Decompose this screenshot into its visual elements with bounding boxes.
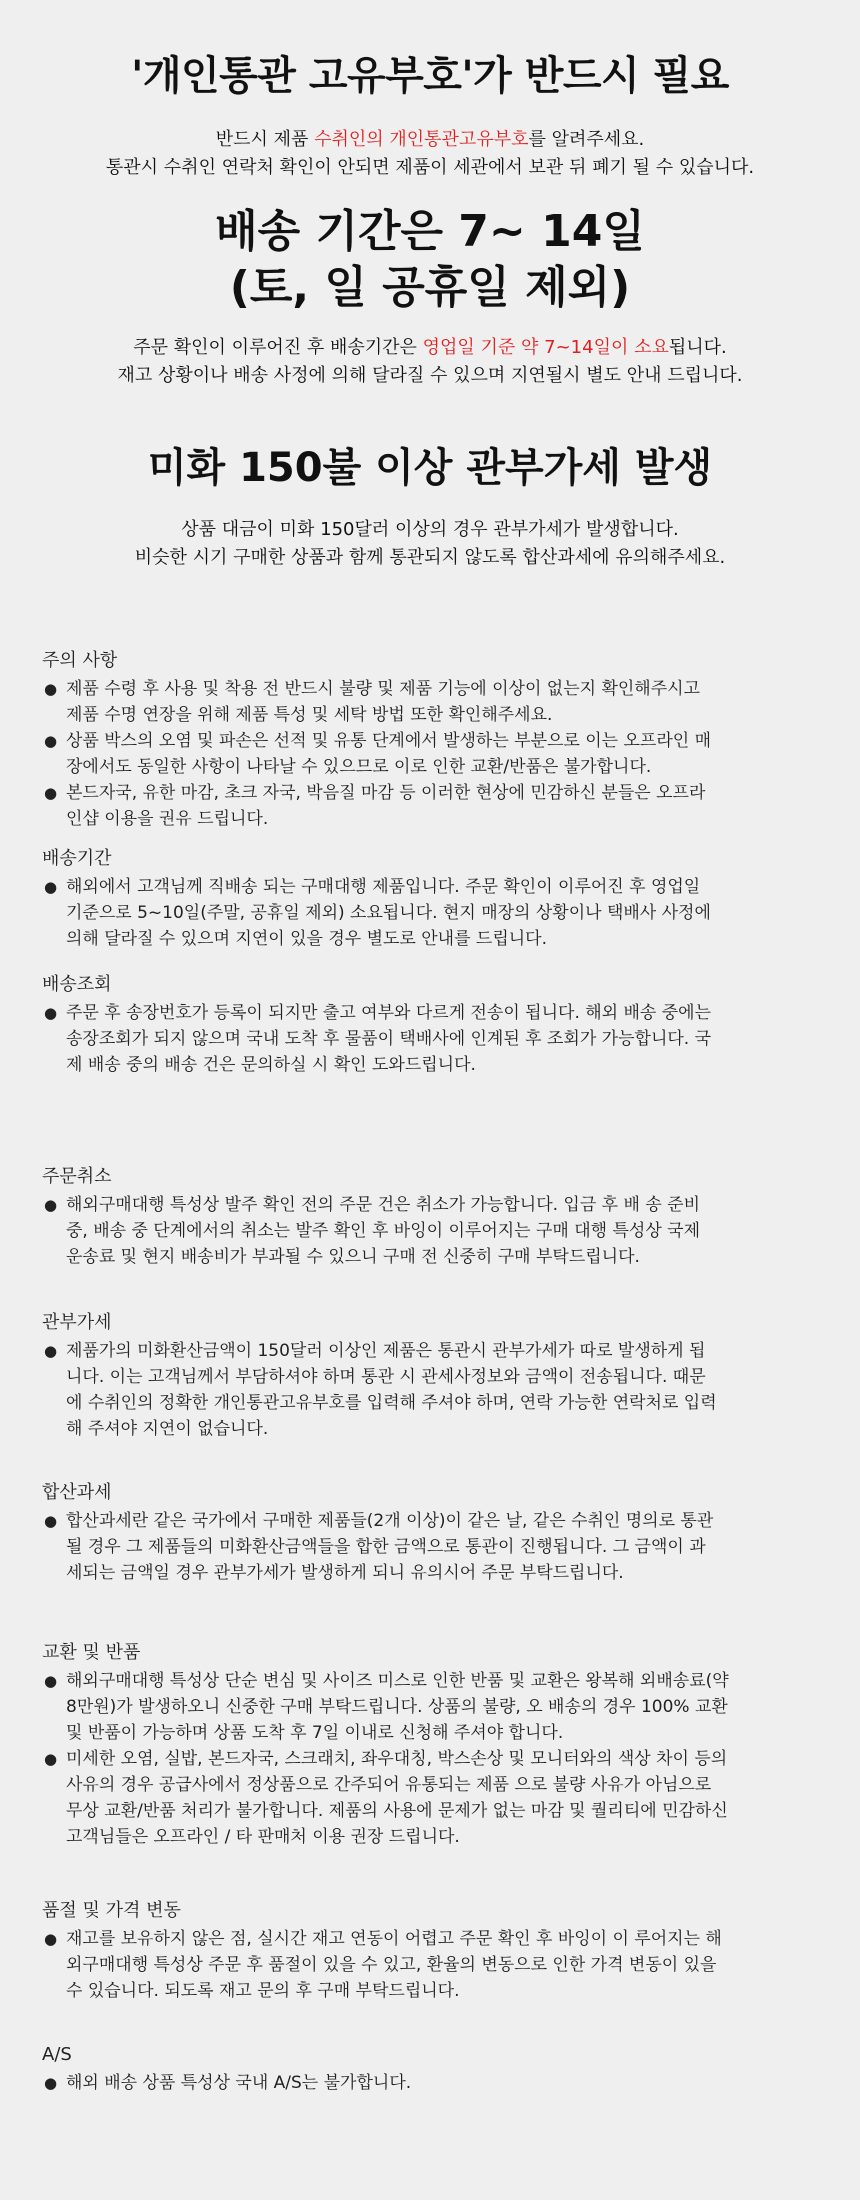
shipping-period-highlight: 영업일 기준 약 7~14일이 소요 [422,337,669,358]
bullet-line: 사유의 경우 공급사에서 정상품으로 간주되어 유통되는 제품 으로 불량 사유가 아님으로 [66,1775,712,1795]
bullet-item [42,676,822,728]
section-title: 배송기간 [42,848,112,869]
bullet-line: 제품 수명 연장을 위해 제품 특성 및 세탁 방법 또한 확인해주세요. [66,705,553,725]
policy-section [42,1640,822,1850]
section-title: A/S [42,2044,72,2065]
bullet-line: 미세한 오염, 실밥, 본드자국, 스크래치, 좌우대칭, 박스손상 및 모니터와의 색상 차이 등의 [66,1749,728,1769]
bullet-line: 8만원)가 발생하오니 신중한 구매 부탁드립니다. 상품의 불량, 오 배송의 경우 100% 교환 [66,1697,728,1717]
customs-code-highlight: 수취인의 개인통관고유부호 [314,129,529,150]
section-title: 교환 및 반품 [42,1642,141,1663]
bullet-item [42,780,822,832]
policy-section [42,1898,822,2004]
policy-section [42,1310,822,1442]
bullet-line: 해외구매대행 특성상 발주 확인 전의 주문 건은 취소가 가능합니다. 입금 후 배 송 준비 [66,1195,701,1215]
bullet-item [42,1192,822,1270]
bullet-line: 해외구매대행 특성상 단순 변심 및 사이즈 미스로 인한 반품 및 교환은 왕복해 외배송료(약 [66,1671,729,1691]
bullet-line: 무상 교환/반품 처리가 불가합니다. 제품의 사용에 문제가 없는 마감 및 퀄리티에 민감하신 [66,1801,728,1821]
bullet-list [42,1192,822,1270]
section-title: 관부가세 [42,1312,112,1333]
bullet-line: 운송료 및 현지 배송비가 부과될 수 있으니 구매 전 신중히 구매 부탁드립니다. [66,1247,640,1267]
bullet-item [42,2070,822,2096]
section-title: 품절 및 가격 변동 [42,1900,181,1921]
bullet-line: 외구매대행 특성상 주문 후 품절이 있을 수 있고, 환율의 변동으로 인한 가격 변동이 있을 [66,1955,717,1975]
bullet-item [42,1508,822,1586]
customs-code-line2: 통관시 수취인 연락처 확인이 안되면 제품이 세관에서 보관 뒤 폐기 될 수 있습니다. [105,157,755,178]
bullet-line: 해외에서 고객님께 직배송 되는 구매대행 제품입니다. 주문 확인이 이루어진 후 영업일 [66,877,701,897]
bullet-line: 의해 달라질 수 있으며 지연이 있을 경우 별도로 안내를 드립니다. [66,929,548,949]
bullet-line: 제 배송 중의 배송 건은 문의하실 시 확인 도와드립니다. [66,1055,476,1075]
bullet-dot-icon: ● [44,1004,58,1022]
shipping-period-line1: 주문 확인이 이루어진 후 배송기간은 영업일 기준 약 7~14일이 소요됩니다. [133,337,727,358]
bullet-line: 제품 수령 후 사용 및 착용 전 반드시 불량 및 제품 기능에 이상이 없는지 확인해주시고 [66,679,701,699]
bullet-dot-icon: ● [44,680,58,698]
bullet-item [42,874,822,952]
bullet-line: 합산과세란 같은 국가에서 구매한 제품들(2개 이상)이 같은 날, 같은 수취인 명의로 통관 [66,1511,714,1531]
bullet-line: 재고를 보유하지 않은 점, 실시간 재고 연동이 어렵고 주문 확인 후 바잉이 이 루어지는 해 [66,1929,722,1949]
bullet-line: 수 있습니다. 되도록 재고 문의 후 구매 부탁드립니다. [66,1981,460,2001]
customs-code-notice [0,126,860,182]
policy-section [42,1164,822,1270]
duty-line2: 비슷한 시기 구매한 상품과 함께 통관되지 않도록 합산과세에 유의해주세요. [134,547,726,568]
bullet-item [42,1746,822,1850]
customs-code-line1: 반드시 제품 수취인의 개인통관고유부호를 알려주세요. [215,129,645,150]
bullet-dot-icon: ● [44,1750,58,1768]
bullet-line: 인샵 이용을 권유 드립니다. [66,809,269,829]
bullet-list [42,1000,822,1078]
bullet-list [42,1926,822,2004]
bullet-line: 세되는 금액일 경우 관부가세가 발생하게 되니 유의시어 주문 부탁드립니다. [66,1563,624,1583]
duty-title: 미화 150불 이상 관부가세 발생 [147,445,713,491]
bullet-line: 중, 배송 중 단계에서의 취소는 발주 확인 후 바잉이 이루어지는 구매 대행 특성상 국제 [66,1221,701,1241]
bullet-line: 제품가의 미화환산금액이 150달러 이상인 제품은 통관시 관부가세가 따로 발생하게 됩 [66,1341,706,1361]
policy-section [42,972,822,1078]
bullet-item [42,728,822,780]
bullet-item [42,1668,822,1746]
bullet-dot-icon: ● [44,1930,58,1948]
bullet-line: 장에서도 동일한 사항이 나타날 수 있으므로 이로 인한 교환/반품은 불가합니다. [66,757,652,777]
section-title: 배송조회 [42,974,112,995]
shipping-period-title: 배송 기간은 7~ 14일 (토, 일 공휴일 제외) [215,206,645,313]
policy-section [42,1480,822,1586]
bullet-dot-icon: ● [44,878,58,896]
bullet-list [42,1338,822,1442]
bullet-dot-icon: ● [44,732,58,750]
bullet-list [42,676,822,832]
bullet-dot-icon: ● [44,1342,58,1360]
bullet-dot-icon: ● [44,2074,58,2092]
bullet-list [42,1668,822,1850]
duty-notice [0,516,860,572]
duty-line1: 상품 대금이 미화 150달러 이상의 경우 관부가세가 발생합니다. [181,519,679,540]
shipping-period-notice [0,334,860,390]
bullet-dot-icon: ● [44,784,58,802]
bullet-line: 상품 박스의 오염 및 파손은 선적 및 유통 단계에서 발생하는 부분으로 이는 오프라인 매 [66,731,712,751]
customs-code-title: '개인통관 고유부호'가 반드시 필요 [131,53,729,99]
shipping-period-line2: 재고 상황이나 배송 사정에 의해 달라질 수 있으며 지연될시 별도 안내 드립니다. [117,365,743,386]
bullet-dot-icon: ● [44,1196,58,1214]
bullet-dot-icon: ● [44,1672,58,1690]
bullet-line: 고객님들은 오프라인 / 타 판매처 이용 권장 드립니다. [66,1827,460,1847]
bullet-line: 해 주셔야 지연이 없습니다. [66,1419,269,1439]
bullet-list [42,1508,822,1586]
bullet-item [42,1000,822,1078]
bullet-list [42,874,822,952]
bullet-line: 해외 배송 상품 특성상 국내 A/S는 불가합니다. [66,2073,412,2093]
policy-section [42,648,822,832]
bullet-line: 송장조회가 되지 않으며 국내 도착 후 물품이 택배사에 인계된 후 조회가 가능합니다. 국 [66,1029,712,1049]
bullet-line: 기준으로 5~10일(주말, 공휴일 제외) 소요됩니다. 현지 매장의 상황이나 택배사 사정에 [66,903,711,923]
bullet-list [42,2070,822,2096]
bullet-item [42,1926,822,2004]
bullet-line: 본드자국, 유한 마감, 초크 자국, 박음질 마감 등 이러한 현상에 민감하신 분들은 오프라 [66,783,706,803]
policy-section [42,846,822,952]
section-title: 주의 사항 [42,650,118,671]
bullet-line: 주문 후 송장번호가 등록이 되지만 출고 여부와 다르게 전송이 됩니다. 해외 배송 중에는 [66,1003,712,1023]
bullet-line: 에 수취인의 정확한 개인통관고유부호를 입력해 주셔야 하며, 연락 가능한 연락처로 입력 [66,1393,717,1413]
bullet-item [42,1338,822,1442]
policy-section [42,2042,822,2096]
bullet-line: 니다. 이는 고객님께서 부담하셔야 하며 통관 시 관세사정보와 금액이 전송됩니다. 때문 [66,1367,706,1387]
section-title: 합산과세 [42,1482,112,1503]
bullet-line: 될 경우 그 제품들의 미화환산금액들을 합한 금액으로 통관이 진행됩니다. 그 금액이 과 [66,1537,706,1557]
section-title: 주문취소 [42,1166,112,1187]
bullet-line: 및 반품이 가능하며 상품 도착 후 7일 이내로 신청해 주셔야 합니다. [66,1723,564,1743]
bullet-dot-icon: ● [44,1512,58,1530]
